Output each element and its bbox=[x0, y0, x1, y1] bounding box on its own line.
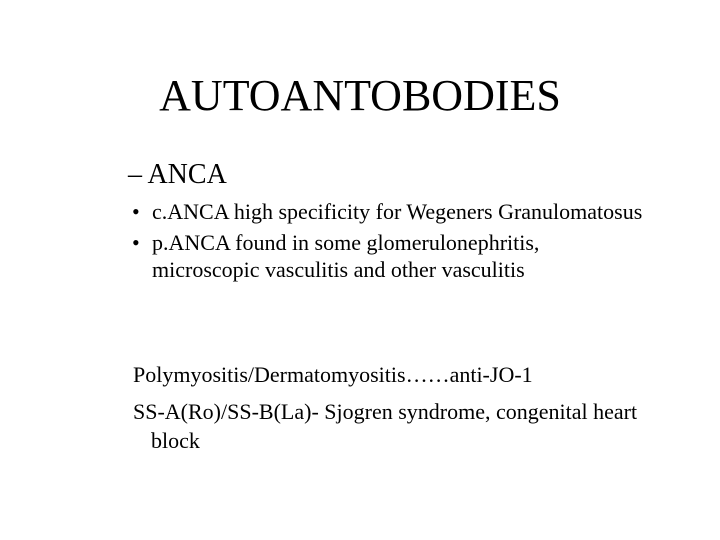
anca-subheading: – ANCA bbox=[128, 159, 227, 190]
bullet-dot-icon: • bbox=[132, 199, 140, 224]
bullet-text: c.ANCA high specificity for Wegeners Granulomatosus bbox=[152, 199, 643, 224]
slide-title: AUTOANTOBODIES bbox=[159, 71, 561, 120]
note-sjogren: SS-A(Ro)/SS-B(La)- Sjogren syndrome, congenital heart block bbox=[133, 399, 638, 453]
bullet-item-canca bbox=[132, 198, 652, 225]
anca-bullet-list bbox=[132, 198, 652, 287]
note-polymyositis: Polymyositis/Dermatomyositis……anti-JO-1 bbox=[133, 362, 533, 387]
bullet-text: p.ANCA found in some glomerulonephritis, microscopic vasculitis and other vasculitis bbox=[152, 230, 540, 282]
bullet-dot-icon: • bbox=[132, 230, 140, 255]
bullet-item-panca bbox=[132, 229, 652, 283]
